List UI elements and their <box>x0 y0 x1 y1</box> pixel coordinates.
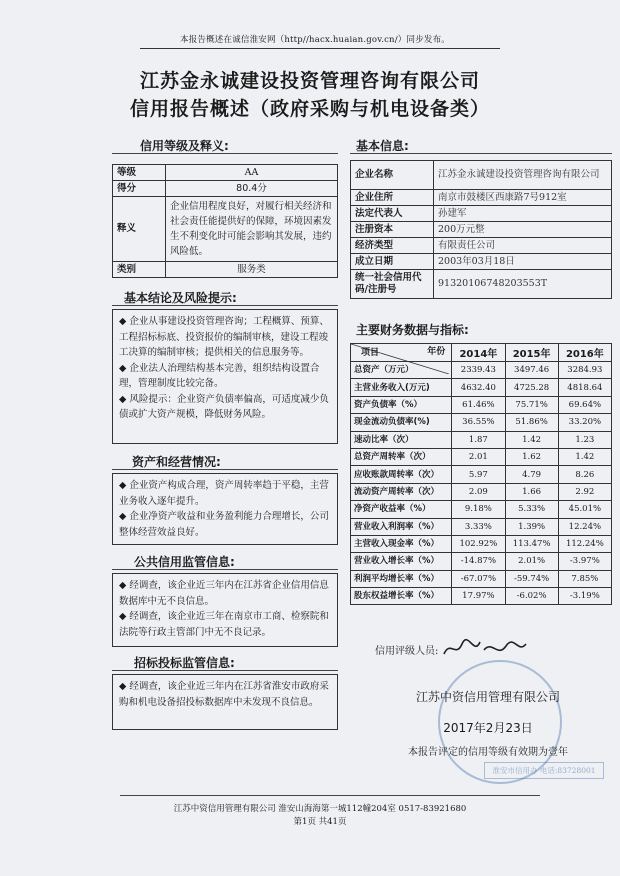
metric-value: -14.87% <box>452 553 505 570</box>
bidding-section-rule <box>112 670 338 671</box>
metric-label: 主营业务收入(万元) <box>351 379 452 396</box>
meaning-label: 释义 <box>113 197 166 262</box>
info-key: 统一社会信用代码/注册号 <box>351 270 434 299</box>
assets-section-title: 资产和经营情况: <box>132 455 221 469</box>
score-value: 80.4分 <box>166 181 338 197</box>
footer-company: 江苏中资信用管理有限公司 淮安山海海第一城112幢204室 0517-83921680 <box>173 804 467 814</box>
metric-value: 1.62 <box>505 448 558 465</box>
metric-value: 12.24% <box>558 518 611 535</box>
public-credit-paragraph-city: ◆ 经调查，该企业近三年在南京市工商、检察院和法院等行政主管部门中无不良记录。 <box>119 611 329 638</box>
bullet-icon: ◆ <box>119 480 130 491</box>
info-value: 南京市鼓楼区西康路7号912室 <box>434 190 612 206</box>
info-key: 法定代表人 <box>351 206 434 222</box>
metric-value: 4818.64 <box>558 379 611 396</box>
bullet-icon: ◆ <box>119 316 130 327</box>
bullet-icon: ◆ <box>119 362 130 374</box>
header-rule <box>140 48 500 49</box>
year-header: 2014年 <box>452 344 505 362</box>
rating-section-title: 信用等级及释义: <box>140 139 229 153</box>
table-row <box>351 570 612 587</box>
conclusion-paragraph-risk: ◆ 风险提示：企业资产负债率偏高，可适度减少负债或扩大资产规模，降低财务风险。 <box>119 393 329 420</box>
metric-value: -3.97% <box>558 553 611 570</box>
metric-value: 45.01% <box>558 501 611 518</box>
metric-value: 33.20% <box>558 414 611 431</box>
metric-value: 61.46% <box>452 396 505 413</box>
grade-label: 等级 <box>113 165 166 181</box>
metric-label: 净资产收益率（%） <box>351 501 452 518</box>
report-title-company: 江苏金永诚建设投资管理咨询有限公司 <box>139 70 480 92</box>
metric-value: 1.42 <box>558 448 611 465</box>
corner-item-label: 项目 <box>361 348 380 358</box>
metric-value: 113.47% <box>505 535 558 552</box>
metric-value: -6.02% <box>505 588 558 605</box>
table-row <box>351 161 612 190</box>
info-value: 2003年03月18日 <box>434 254 612 270</box>
conclusion-box <box>112 309 338 444</box>
info-key: 成立日期 <box>351 254 434 270</box>
bidding-section-title: 招标投标监管信息: <box>134 656 235 670</box>
public-credit-section-title: 公共信用监管信息: <box>134 555 235 569</box>
report-title-type: 信用报告概述（政府采购与机电设备类） <box>129 98 490 120</box>
metric-value: 8.26 <box>558 466 611 483</box>
table-row <box>351 222 612 238</box>
conclusion-section-rule <box>112 305 338 306</box>
meaning-value: 企业信用程度良好，对履行相关经济和社会责任能提供好的保障，环境因素发生不利变化时可能会影响其发展，违约风险低。 <box>166 197 338 262</box>
info-value: 有限责任公司 <box>434 238 612 254</box>
metric-label: 速动比率（次） <box>351 431 452 448</box>
assets-section-rule <box>112 469 338 470</box>
metric-value: 102.92% <box>452 535 505 552</box>
year-header: 2015年 <box>505 344 558 362</box>
info-value: 江苏金永诚建设投资管理咨询有限公司 <box>434 161 612 190</box>
category-value: 服务类 <box>166 262 338 278</box>
year-header: 2016年 <box>558 344 611 362</box>
assets-box <box>112 473 338 545</box>
metric-label: 营业收入增长率（%） <box>351 553 452 570</box>
table-row <box>351 518 612 535</box>
validity-note: 本报告评定的信用等级有效期为壹年 <box>408 747 568 758</box>
metric-label: 现金流动负债率(%) <box>351 414 452 431</box>
table-row <box>113 181 338 197</box>
info-key: 经济类型 <box>351 238 434 254</box>
metric-value: 2.09 <box>452 483 505 500</box>
bidding-box <box>112 674 338 730</box>
metric-value: 1.39% <box>505 518 558 535</box>
metric-label: 应收账款周转率（次） <box>351 466 452 483</box>
verification-stamp: 淮安市信用办 电话:83728001 <box>484 762 604 779</box>
table-row <box>351 535 612 552</box>
metric-value: -59.74% <box>505 570 558 587</box>
metric-value: 4725.28 <box>505 379 558 396</box>
metric-label: 股东权益增长率（%） <box>351 588 452 605</box>
metric-value: 3.33% <box>452 518 505 535</box>
metric-value: 2.01 <box>452 448 505 465</box>
info-key: 企业住所 <box>351 190 434 206</box>
metric-value: -3.19% <box>558 588 611 605</box>
info-value: 91320106748203553T <box>434 270 612 299</box>
info-value: 200万元整 <box>434 222 612 238</box>
conclusion-paragraph-governance: ◆ 企业法人治理结构基本完善，组织结构设置合理，管理制度比较完备。 <box>119 362 320 389</box>
table-row <box>351 190 612 206</box>
metric-value: 17.97% <box>452 588 505 605</box>
table-row <box>351 206 612 222</box>
table-row <box>351 553 612 570</box>
basic-info-section-rule <box>350 153 612 154</box>
metric-value: -67.07% <box>452 570 505 587</box>
public-credit-section-rule <box>112 569 338 570</box>
metric-value: 2.01% <box>505 553 558 570</box>
basic-info-table <box>350 160 612 299</box>
table-row <box>351 379 612 396</box>
metric-label: 资产负债率（%） <box>351 396 452 413</box>
public-credit-box <box>112 573 338 647</box>
metric-value: 5.33% <box>505 501 558 518</box>
table-header-row <box>351 344 612 362</box>
metric-label: 营业收入利润率（%） <box>351 518 452 535</box>
metric-value: 7.85% <box>558 570 611 587</box>
metric-value: 69.64% <box>558 396 611 413</box>
report-date: 2017年2月23日 <box>443 721 533 735</box>
corner-year-label: 年份 <box>427 347 446 357</box>
bullet-icon: ◆ <box>119 681 130 692</box>
table-row <box>113 262 338 278</box>
table-row <box>351 448 612 465</box>
info-value: 孙建军 <box>434 206 612 222</box>
basic-info-section-title: 基本信息: <box>356 139 409 153</box>
finance-table <box>350 343 612 605</box>
metric-label: 总资产（万元） <box>351 362 452 379</box>
bullet-icon: ◆ <box>119 511 130 522</box>
bullet-icon: ◆ <box>119 580 130 591</box>
metric-value: 112.24% <box>558 535 611 552</box>
metric-label: 主营收入现金率（%） <box>351 535 452 552</box>
metric-value: 36.55% <box>452 414 505 431</box>
table-row <box>351 483 612 500</box>
metric-value: 1.87 <box>452 431 505 448</box>
metric-value: 2339.43 <box>452 362 505 379</box>
table-row <box>351 414 612 431</box>
bullet-icon: ◆ <box>119 393 130 405</box>
analyst-label: 信用评级人员: <box>375 646 439 657</box>
metric-value: 51.86% <box>505 414 558 431</box>
rating-table <box>112 164 338 278</box>
metric-value: 1.66 <box>505 483 558 500</box>
table-row <box>351 588 612 605</box>
table-row <box>113 197 338 262</box>
metric-value: 4.79 <box>505 466 558 483</box>
grade-value: AA <box>166 165 338 181</box>
finance-section-title: 主要财务数据与指标: <box>356 323 469 337</box>
public-credit-paragraph-province: ◆ 经调查，该企业近三年内在江苏省企业信用信息数据库中无不良信息。 <box>119 580 329 607</box>
corner-cell <box>351 344 452 362</box>
table-row <box>351 270 612 299</box>
metric-value: 3497.46 <box>505 362 558 379</box>
bullet-icon: ◆ <box>119 611 130 622</box>
score-label: 得分 <box>113 181 166 197</box>
metric-value: 9.18% <box>452 501 505 518</box>
footer-rule <box>120 795 540 796</box>
metric-value: 1.23 <box>558 431 611 448</box>
info-key: 注册资本 <box>351 222 434 238</box>
metric-value: 4632.40 <box>452 379 505 396</box>
metric-value: 2.92 <box>558 483 611 500</box>
rating-section-rule <box>112 153 338 154</box>
metric-label: 利润平均增长率（%） <box>351 570 452 587</box>
metric-value: 5.97 <box>452 466 505 483</box>
table-row <box>351 254 612 270</box>
analyst-signature <box>440 636 530 662</box>
conclusion-section-title: 基本结论及风险提示: <box>124 291 237 305</box>
table-row <box>351 466 612 483</box>
assets-paragraph-structure: ◆ 企业资产构成合理，资产周转率趋于平稳，主营业务收入逐年提升。 <box>119 480 329 507</box>
table-row <box>351 501 612 518</box>
table-row <box>351 396 612 413</box>
info-key: 企业名称 <box>351 161 434 190</box>
category-label: 类别 <box>113 262 166 278</box>
table-row <box>351 238 612 254</box>
metric-label: 流动资产周转率（次） <box>351 483 452 500</box>
page-number: 第1页 共41页 <box>293 817 347 827</box>
rating-agency-name: 江苏中资信用管理有限公司 <box>415 690 560 704</box>
metric-value: 75.71% <box>505 396 558 413</box>
metric-label: 总资产周转率（次） <box>351 448 452 465</box>
table-row <box>351 431 612 448</box>
publish-notice: 本报告概述在诚信淮安网（http//hacx.huaian.gov.cn/）同步发布。 <box>179 35 450 45</box>
metric-value: 1.42 <box>505 431 558 448</box>
conclusion-paragraph-business: ◆ 企业从事建设投资管理咨询；工程概算、预算、工程招标标底、投资报价的编制审核，建设工程竣工决算的编制审核；提供相关的信息服务等。 <box>119 316 329 358</box>
metric-value: 3284.93 <box>558 362 611 379</box>
table-row <box>113 165 338 181</box>
bidding-paragraph: ◆ 经调查，该企业近三年内在江苏省淮安市政府采购和机电设备招投标数据库中未发现不良信息。 <box>119 681 329 708</box>
assets-paragraph-profit: ◆ 企业净资产收益和业务盈利能力合理增长，公司整体经营效益良好。 <box>119 511 329 538</box>
